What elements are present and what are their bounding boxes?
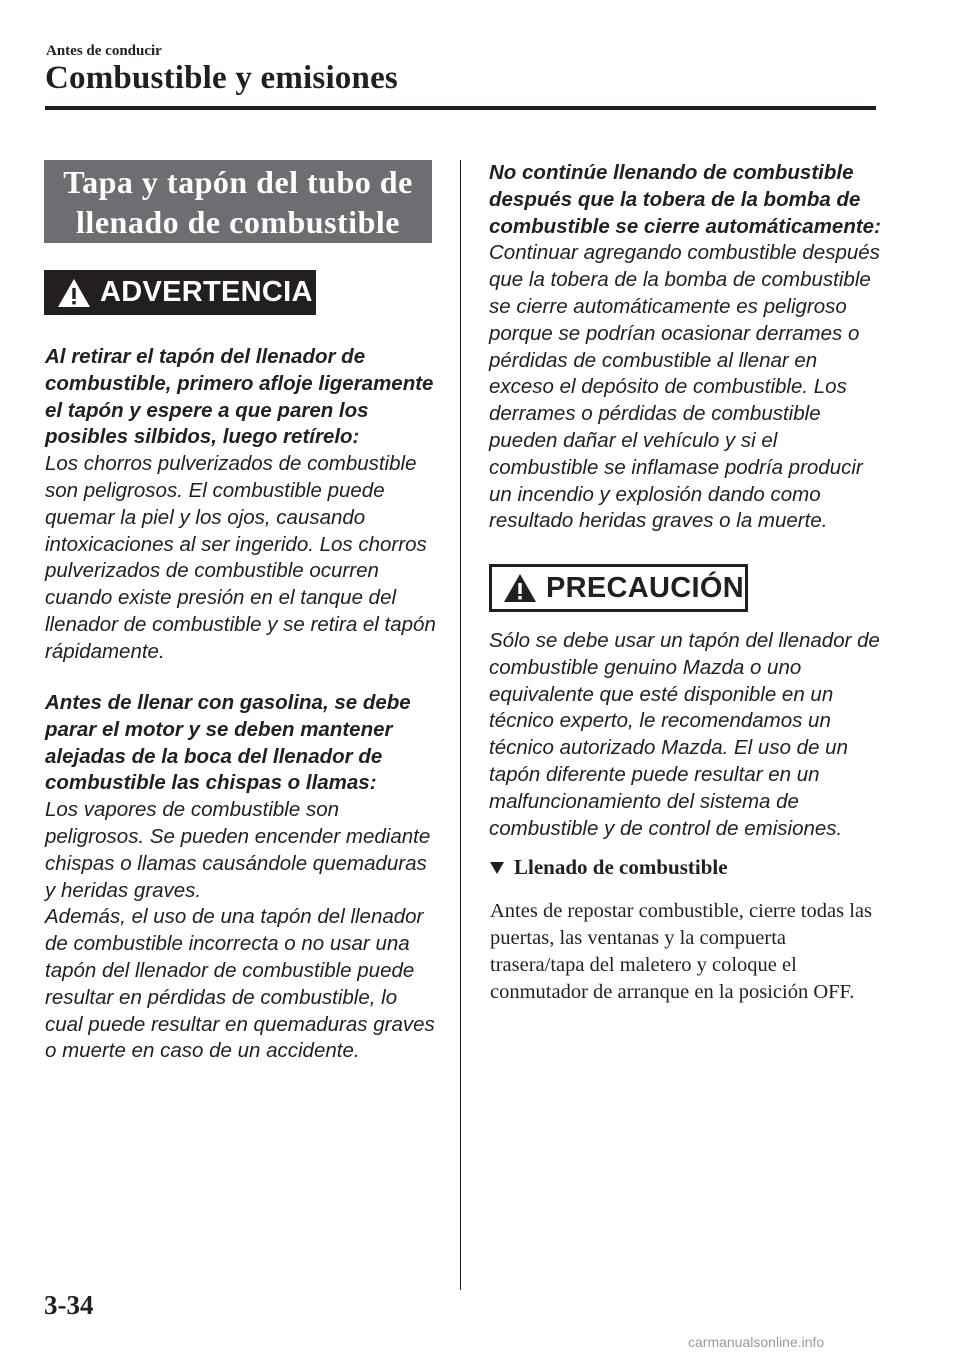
warning-item-2-heading: Antes de llenar con gasolina, se debe parar el motor y se deben mantener alejadas de la boca del llenador de combustible las chispas o llamas: <box>45 691 411 795</box>
page-number: 3-34 <box>44 1290 94 1320</box>
warning-item-3-heading: No continúe llenando de combustible después que la tobera de la bomba de combustible se cierre automáticamente: <box>489 161 881 238</box>
section-title-line1: Tapa y tapón del tubo de <box>63 163 413 200</box>
warning-item-1-heading: Al retirar el tapón del llenador de combustible, primero afloje ligeramente el tapón y espere a que paren los posibles silbidos, luego retírelo: <box>45 345 434 449</box>
section-title-line2: llenado de combustible <box>76 203 400 240</box>
subsection-body: Antes de repostar combustible, cierre todas las puertas, las ventanas y la compuerta trasera/tapa del maletero y coloque el conmutador de arranque en la posición OFF. <box>490 900 872 1003</box>
subsection-title: Llenado de combustible <box>514 855 728 879</box>
warning-item-2 <box>45 690 440 1065</box>
subsection-heading <box>490 855 728 880</box>
warning-triangle-icon <box>56 277 92 309</box>
chapter-label: Antes de conducir <box>46 43 162 59</box>
warning-label: ADVERTENCIA <box>100 276 313 308</box>
page-title: Combustible y emisiones <box>45 60 398 96</box>
warning-item-3-text: Continuar agregando combustible después que la tobera de la bomba de combustible se cierre automáticamente es peligroso porque se podrían ocasionar derrames o pérdidas de combustible al llenar en exceso el depósito de combustible. Los derrames o pérdidas de combustible pueden dañar el vehículo y si el combustible se inflamase podría producir un incendio y explosión dando como resultado heridas graves o la muerte. <box>489 241 880 533</box>
down-triangle-icon <box>490 861 504 875</box>
warning-item-2-text-1: Los vapores de combustible son peligrosos. Se pueden encender mediante chispas o llamas causándole quemaduras y heridas graves. <box>45 798 431 902</box>
section-title-box <box>44 160 432 243</box>
caution-label: PRECAUCIÓN <box>546 571 744 604</box>
caution-triangle-icon <box>502 572 538 604</box>
watermark: carmanualsonline.info <box>688 1334 825 1350</box>
caution-text: Sólo se debe usar un tapón del llenador de combustible genuino Mazda o uno equivalente que esté disponible en un técnico experto, le recomendamos un técnico autorizado Mazda. El uso de un tapón diferente puede resultar en un malfuncionamiento del sistema de combustible y de control de emisiones. <box>489 629 880 840</box>
warning-item-1-text: Los chorros pulverizados de combustible son peligrosos. El combustible puede quemar la piel y los ojos, causando intoxicaciones al ser ingerido. Los chorros pulverizados de combustible ocurren cuando existe presión en el tanque del llenador de combustible y se retira el tapón rápidamente. <box>45 452 436 663</box>
warning-badge <box>44 270 316 315</box>
caution-badge <box>489 564 748 612</box>
caution-badge-inner <box>492 567 745 609</box>
warning-item-1 <box>45 344 440 666</box>
caution-text-block <box>489 628 884 842</box>
warning-item-3 <box>489 160 884 535</box>
column-divider <box>460 160 461 1290</box>
warning-item-2-text-2: Además, el uso de una tapón del llenador de combustible incorrecta o no usar una tapón del llenador de combustible puede resultar en pérdidas de combustible, lo cual puede resultar en quemaduras graves o muerte en caso de un accidente. <box>45 905 435 1063</box>
header-rule <box>45 106 876 110</box>
